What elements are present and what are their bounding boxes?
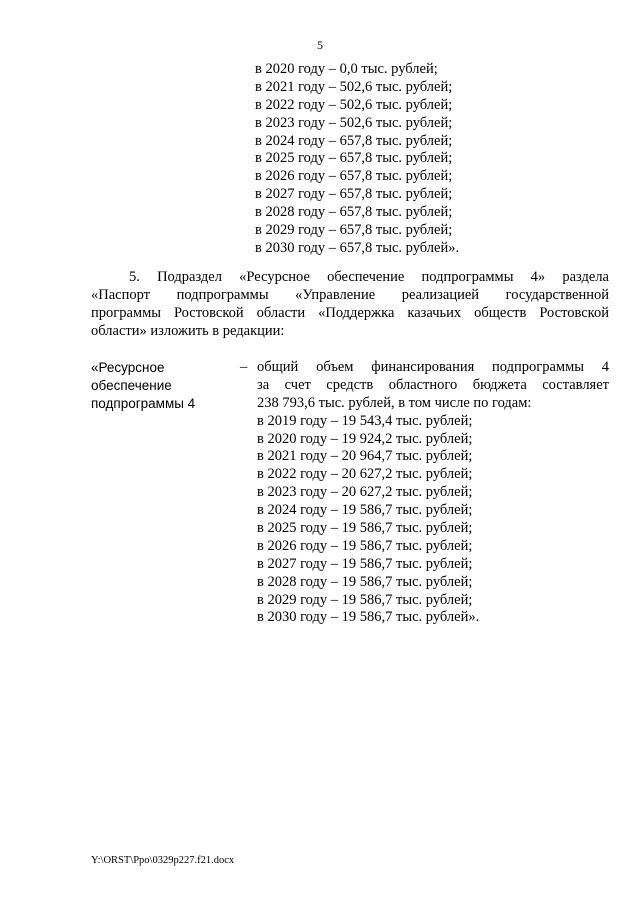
year-line: в 2028 году – 657,8 тыс. рублей; [255,204,453,221]
year-line: в 2024 году – 657,8 тыс. рублей; [255,132,453,149]
year-line: в 2028 году – 19 586,7 тыс. рублей; [257,573,473,590]
total-line: 238 793,6 тыс. рублей, в том числе по годам: [257,394,532,411]
resource-description [257,359,609,627]
intro-line: за счет средств областного бюджета составляет [257,376,609,393]
year-line: в 2022 году – 502,6 тыс. рублей; [255,96,453,113]
intro-line: общий объем финансирования подпрограммы 4 [257,359,609,375]
resource-label-line: подпрограммы 4 [91,395,196,411]
year-line: в 2025 году – 19 586,7 тыс. рублей; [257,520,473,537]
year-line: в 2027 году – 19 586,7 тыс. рублей; [257,555,473,572]
resource-label-line: «Ресурсное [91,360,165,375]
year-line: в 2022 году – 20 627,2 тыс. рублей; [257,466,473,483]
year-line: в 2026 году – 19 586,7 тыс. рублей; [257,537,473,554]
file-path-footer: Y:\ORST\Ppo\0329p227.f21.docx [91,855,235,866]
year-line: в 2020 году – 19 924,2 тыс. рублей; [257,430,473,447]
year-line: в 2021 году – 20 964,7 тыс. рублей; [257,448,473,465]
year-line: в 2029 году – 19 586,7 тыс. рублей; [257,591,473,608]
page-number: 5 [317,38,323,52]
year-line: в 2023 году – 20 627,2 тыс. рублей; [257,484,473,501]
year-line: в 2024 году – 19 586,7 тыс. рублей; [257,502,473,519]
resource-label [91,359,195,413]
amendment-paragraph [91,269,609,341]
year-line: в 2025 году – 657,8 тыс. рублей; [255,150,453,167]
resource-label-line: обеспечение [91,377,172,393]
separator-dash: – [240,359,248,375]
year-line: в 2021 году – 502,6 тыс. рублей; [255,78,453,95]
year-line: в 2030 году – 19 586,7 тыс. рублей». [257,609,480,626]
year-line: в 2030 году – 657,8 тыс. рублей». [255,239,460,256]
year-line: в 2020 году – 0,0 тыс. рублей; [255,61,438,77]
year-line: в 2023 году – 502,6 тыс. рублей; [255,114,453,131]
top-year-list [255,61,459,258]
paragraph-line: области» изложить в редакции: [91,322,285,339]
year-line: в 2026 году – 657,8 тыс. рублей; [255,168,453,185]
paragraph-line: программы Ростовской области «Поддержка казачьих обществ Ростовской [91,304,609,321]
year-line: в 2029 году – 657,8 тыс. рублей; [255,222,453,239]
year-line: в 2019 году – 19 543,4 тыс. рублей; [257,412,473,429]
paragraph-line: «Паспорт подпрограммы «Управление реализацией государственной [91,286,609,303]
paragraph-line: 5. Подраздел «Ресурсное обеспечение подпрограммы 4» раздела [129,269,609,285]
year-line: в 2027 году – 657,8 тыс. рублей; [255,186,453,203]
